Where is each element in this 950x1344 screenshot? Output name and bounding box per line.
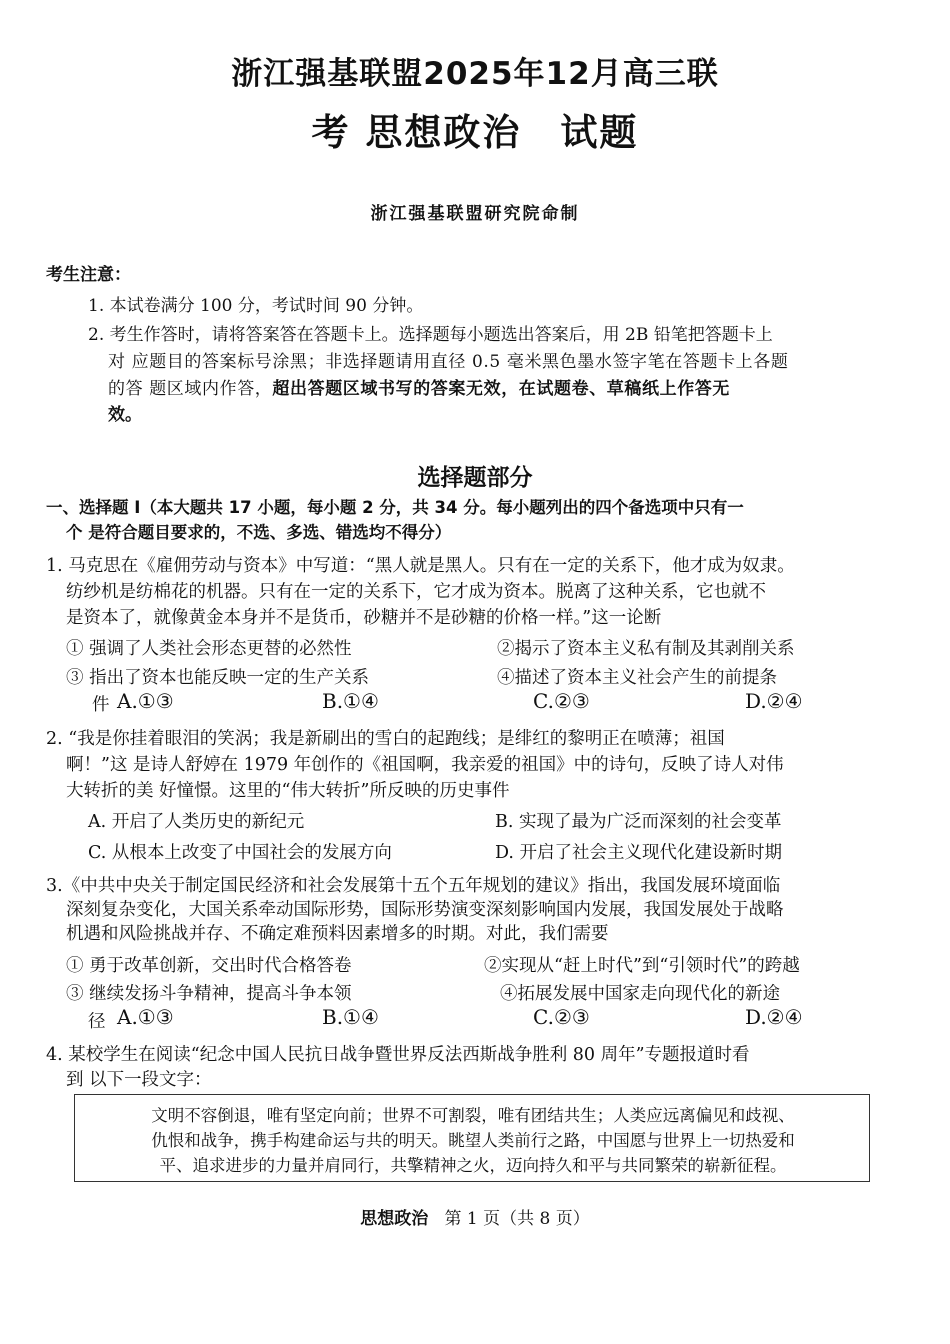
q2-option-b[interactable]: B. 实现了最为广泛而深刻的社会变革 [495,812,782,832]
footer-page-number: 第 1 页（共 8 页） [444,1209,590,1229]
exam-title-line2: 考 思想政治 试题 [311,111,639,154]
q3-option-d[interactable]: D.②④ [745,1005,803,1029]
q1-option-a[interactable]: A.①③ [117,689,174,713]
q3-statement-4: ④拓展发展中国家走向现代化的新途 [500,984,780,1004]
notice-item-2-line-3 [108,374,730,399]
section-title: 选择题部分 [417,465,533,491]
q2-option-c[interactable]: C. 从根本上改变了中国社会的发展方向 [88,843,392,863]
notice-bold-text: 超出答题区域书写的答案无效，在试题卷、草稿纸上作答无 [272,379,731,399]
footer-subject: 思想政治 [360,1209,429,1229]
q1-statement-3: ③ 指出了资本也能反映一定的生产关系 [66,668,370,688]
q3-option-b[interactable]: B.①④ [322,1005,379,1029]
notice-item-2-line-2: 对 应题目的答案标号涂黑；非选择题请用直径 0.5 毫米黑色墨水签字笔在答题卡上各题 [108,352,789,372]
quote-box [74,1094,870,1182]
part-heading-line-2: 个 是符合题目要求的，不选、多选、错选均不得分） [66,523,452,542]
q1-option-d[interactable]: D.②④ [745,689,803,713]
q1-option-c[interactable]: C.②③ [533,689,590,713]
q2-stem-line-2: 啊！”这 是诗人舒婷在 1979 年创作的《祖国啊，我亲爱的祖国》中的诗句，反映了诗人对伟 [66,755,784,775]
q4-stem-line-2: 到 以下一段文字： [66,1070,212,1090]
quote-line-3: 平、追求进步的力量并肩同行，共擎精神之火，迈向持久和平与共同繁荣的崭新征程。 [159,1156,787,1175]
q2-stem-line-1: 2. “我是你挂着眼泪的笑涡；我是新刷出的雪白的起跑线；是绯红的黎明正在喷薄；祖国 [46,729,725,749]
q3-stem-line-1: 3.《中共中央关于制定国民经济和社会发展第十五个五年规划的建议》指出，我国发展环境面临 [46,876,781,896]
quote-line-1: 文明不容倒退，唯有坚定向前；世界不可割裂，唯有团结共生；人类应远离偏见和歧视、 [151,1106,795,1125]
q2-option-a[interactable]: A. 开启了人类历史的新纪元 [88,812,305,832]
notice-heading: 考生注意： [46,265,131,285]
q1-stem-line-3: 是资本了，就像黄金本身并不是货币，砂糖并不是砂糖的价格一样。”这一论断 [66,608,662,628]
q2-option-d[interactable]: D. 开启了社会主义现代化建设新时期 [495,843,783,863]
q3-stem-line-3: 机遇和风险挑战并存、不确定难预料因素增多的时期。对此，我们需要 [66,924,609,944]
q1-statement-2: ②揭示了资本主义私有制及其剥削关系 [497,639,795,659]
q4-stem-line-1: 4. 某校学生在阅读“纪念中国人民抗日战争暨世界反法西斯战争胜利 80 周年”专题报道时看 [46,1045,750,1065]
q1-option-b[interactable]: B.①④ [322,689,379,713]
q1-stem-line-1: 1. 马克思在《雇佣劳动与资本》中写道：“黑人就是黑人。只有在一定的关系下，他才成为奴隶。 [46,556,795,576]
notice-normal-text: 的答 题区域内作答， [108,379,273,399]
notice-item-2-line-4: 效。 [108,405,142,425]
page-footer [0,1204,950,1229]
q3-option-a[interactable]: A.①③ [117,1005,174,1029]
q3-statement-3: ③ 继续发扬斗争精神，提高斗争本领 [66,984,352,1004]
notice-item-2-line-1: 2. 考生作答时，请将答案答在答题卡上。选择题每小题选出答案后，用 2B 铅笔把答题卡上 [88,325,773,345]
exam-title-line1: 浙江强基联盟2025年12月高三联 [231,56,719,92]
exam-maker: 浙江强基联盟研究院命制 [370,204,580,224]
q1-stem-line-2: 纺纱机是纺棉花的机器。只有在一定的关系下，它才成为资本。脱离了这种关系，它也就不 [66,582,766,602]
q2-stem-line-3: 大转折的美 好憧憬。这里的“伟大转折”所反映的历史事件 [66,781,510,801]
q1-statement-4: ④描述了资本主义社会产生的前提条 [497,668,777,688]
q3-statement-1: ① 勇于改革创新，交出时代合格答卷 [66,956,352,976]
q3-stem-line-2: 深刻复杂变化，大国关系牵动国际形势，国际形势演变深刻影响国内发展，我国发展处于战略 [66,900,784,920]
notice-item-1: 1. 本试卷满分 100 分，考试时间 90 分钟。 [88,296,424,316]
part-heading-line-1: 一、选择题 Ⅰ（本大题共 17 小题，每小题 2 分，共 34 分。每小题列出的四个备选项中只有一 [46,498,744,517]
quote-line-2: 仇恨和战争，携手构建命运与共的明天。眺望人类前行之路，中国愿与世界上一切热爱和 [151,1131,795,1150]
q1-statement-4-cont: 件 [92,695,110,715]
q3-statement-4-cont: 径 [88,1012,106,1032]
q3-option-c[interactable]: C.②③ [533,1005,590,1029]
q1-statement-1: ① 强调了人类社会形态更替的必然性 [66,639,352,659]
q3-statement-2: ②实现从“赶上时代”到“引领时代”的跨越 [484,956,800,976]
